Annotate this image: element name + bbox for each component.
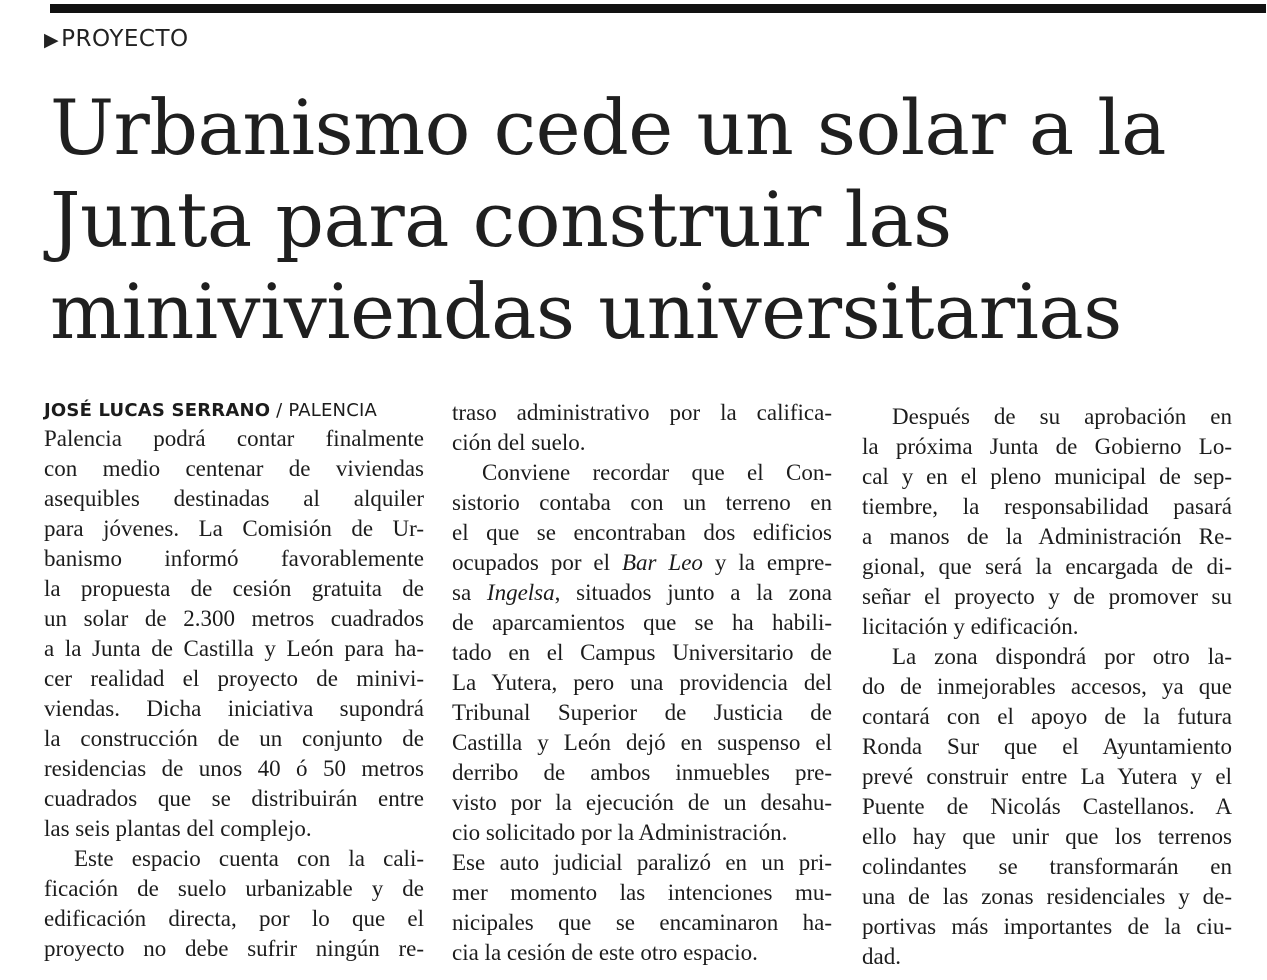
text-line: asequibles destinadas al alquiler [44, 486, 424, 511]
text-line: la construcción de un conjunto de [44, 726, 424, 751]
triangle-icon: ▶ [44, 29, 60, 51]
text-line: sistorio contaba con un terreno en [452, 490, 832, 515]
top-rule [50, 4, 1266, 13]
text-line: Conviene recordar que el Con- [482, 460, 832, 485]
text-line: proyecto no debe sufrir ningún re- [44, 936, 424, 961]
text-line: viendas. Dicha iniciativa supondrá [44, 696, 424, 721]
text-line: gional, que será la encargada de di- [862, 554, 1232, 579]
text-line: la próxima Junta de Gobierno Lo- [862, 434, 1232, 459]
text-line: Ronda Sur que el Ayuntamiento [862, 734, 1232, 759]
text-line: edificación directa, por lo que el [44, 906, 424, 931]
text-line: residencias de unos 40 ó 50 metros [44, 756, 424, 781]
text-line: una de las zonas residenciales y de- [862, 884, 1232, 909]
text-line: Castilla y León dejó en suspenso el [452, 730, 832, 755]
text-line: prevé construir entre La Yutera y el [862, 764, 1232, 789]
text-line: un solar de 2.300 metros cuadrados [44, 606, 424, 631]
text-line: señar el proyecto y de promover su [862, 584, 1232, 609]
text-line: las seis plantas del complejo. [44, 816, 312, 841]
text-line: cal y en el pleno municipal de sep- [862, 464, 1232, 489]
text-line: La Yutera, pero una providencia del [452, 670, 832, 695]
headline-line: Urbanismo cede un solar a la [50, 83, 1166, 172]
text-line: Ese auto judicial paralizó en un pri- [452, 850, 832, 875]
headline-line: miniviviendas universitarias [50, 267, 1122, 356]
text-line: portivas más importantes de la ciu- [862, 914, 1232, 939]
text-line: ocupados por el Bar Leo y la empre- [452, 550, 832, 575]
section-tag [44, 26, 189, 52]
text-line: el que se encontraban dos edificios [452, 520, 832, 545]
byline-location: / PALENCIA [276, 400, 377, 421]
text-line: Palencia podrá contar finalmente [44, 426, 424, 451]
text-line: cio solicitado por la Administración. [452, 820, 788, 845]
byline-author: JOSÉ LUCAS SERRANO [44, 400, 271, 421]
text-line: traso administrativo por la califica- [452, 400, 832, 425]
article-column-2 [452, 398, 832, 968]
text-line: tado en el Campus Universitario de [452, 640, 832, 665]
text-line: a la Junta de Castilla y León para ha- [44, 636, 424, 661]
text-line: nicipales que se encaminaron ha- [452, 910, 832, 935]
text-line: cer realidad el proyecto de minivi- [44, 666, 424, 691]
text-line: do de inmejorables accesos, ya que [862, 674, 1232, 699]
text-line: ción del suelo. [452, 430, 586, 455]
text-line: dad. [862, 944, 901, 969]
text-line: de aparcamientos que se ha habili- [452, 610, 832, 635]
text-line: para jóvenes. La Comisión de Ur- [44, 516, 424, 541]
text-line: colindantes se transformarán en [862, 854, 1232, 879]
text-line: licitación y edificación. [862, 614, 1079, 639]
text-line: Este espacio cuenta con la cali- [74, 846, 424, 871]
text-line: Después de su aprobación en [892, 404, 1232, 429]
text-line: mer momento las intenciones mu- [452, 880, 832, 905]
text-line: ello hay que unir que los terrenos [862, 824, 1232, 849]
byline [44, 397, 424, 424]
text-line: ficación de suelo urbanizable y de [44, 876, 424, 901]
text-line: contará con el apoyo de la futura [862, 704, 1232, 729]
text-line: banismo informó favorablemente [44, 546, 424, 571]
headline [50, 82, 1230, 358]
text-line: La zona dispondrá por otro la- [892, 644, 1232, 669]
text-line: sa Ingelsa, situados junto a la zona [452, 580, 832, 605]
text-line: Puente de Nicolás Castellanos. A [862, 794, 1232, 819]
text-line: cuadrados que se distribuirán entre [44, 786, 424, 811]
text-line: visto por la ejecución de un desahu- [452, 790, 832, 815]
article-column-1 [44, 397, 424, 964]
text-line: con medio centenar de viviendas [44, 456, 424, 481]
article-column-3 [862, 402, 1232, 972]
text-line: Tribunal Superior de Justicia de [452, 700, 832, 725]
text-line: la propuesta de cesión gratuita de [44, 576, 424, 601]
section-label: PROYECTO [61, 26, 189, 52]
text-line: cia la cesión de este otro espacio. [452, 940, 758, 965]
headline-line: Junta para construir las [50, 175, 952, 264]
text-line: tiembre, la responsabilidad pasará [862, 494, 1232, 519]
text-line: a manos de la Administración Re- [862, 524, 1232, 549]
text-line: derribo de ambos inmuebles pre- [452, 760, 832, 785]
